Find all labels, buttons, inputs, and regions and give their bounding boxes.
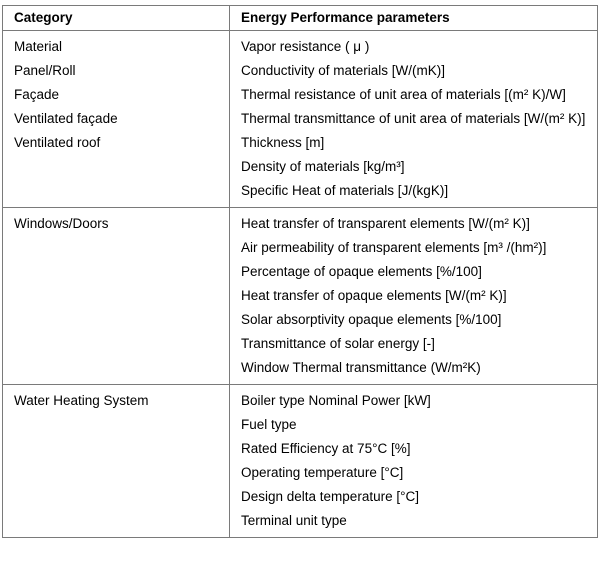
parameter-item: Thermal resistance of unit area of materials [(m² K)/W] — [241, 87, 566, 102]
parameter-item: Thickness [m] — [241, 135, 325, 150]
parameter-item: Vapor resistance ( μ ) — [241, 39, 370, 54]
parameters-header: Energy Performance parameters — [230, 6, 598, 31]
parameter-item: Solar absorptivity opaque elements [%/100] — [241, 312, 502, 327]
parameter-item: Heat transfer of transparent elements [W/(m² K)] — [241, 216, 530, 231]
parameter-item: Window Thermal transmittance (W/m²K) — [241, 360, 481, 375]
table-row — [3, 208, 598, 385]
parameter-item: Rated Efficiency at 75°C [%] — [241, 441, 411, 456]
parameter-item: Design delta temperature [°C] — [241, 489, 419, 504]
parameter-item: Density of materials [kg/m³] — [241, 159, 405, 174]
parameter-item: Heat transfer of opaque elements [W/(m² K)] — [241, 288, 507, 303]
category-cell — [3, 385, 230, 538]
parameter-item: Boiler type Nominal Power [kW] — [241, 393, 431, 408]
energy-parameters-table — [2, 5, 598, 538]
category-item: Material — [14, 39, 63, 54]
category-cell — [3, 208, 230, 385]
parameter-item: Fuel type — [241, 417, 297, 432]
category-item: Windows/Doors — [14, 216, 109, 231]
table-row — [3, 385, 598, 538]
parameter-item: Transmittance of solar energy [-] — [241, 336, 435, 351]
category-header: Category — [3, 6, 230, 31]
category-cell — [3, 31, 230, 208]
parameter-item: Operating temperature [°C] — [241, 465, 404, 480]
parameters-table-container — [2, 5, 597, 538]
table-row — [3, 31, 598, 208]
parameter-item: Percentage of opaque elements [%/100] — [241, 264, 482, 279]
parameter-item: Air permeability of transparent elements [m³ /(hm²)] — [241, 240, 547, 255]
parameters-cell — [230, 31, 598, 208]
parameters-cell — [230, 208, 598, 385]
parameter-item: Specific Heat of materials [J/(kgK)] — [241, 183, 449, 198]
category-item: Façade — [14, 87, 60, 102]
parameters-cell — [230, 385, 598, 538]
parameter-item: Conductivity of materials [W/(mK)] — [241, 63, 446, 78]
category-item: Ventilated façade — [14, 111, 118, 126]
parameter-item: Thermal transmittance of unit area of materials [W/(m² K)] — [241, 111, 586, 126]
category-item: Water Heating System — [14, 393, 149, 408]
category-item: Ventilated roof — [14, 135, 101, 150]
parameter-item: Terminal unit type — [241, 513, 347, 528]
header-row — [3, 6, 598, 31]
category-item: Panel/Roll — [14, 63, 76, 78]
